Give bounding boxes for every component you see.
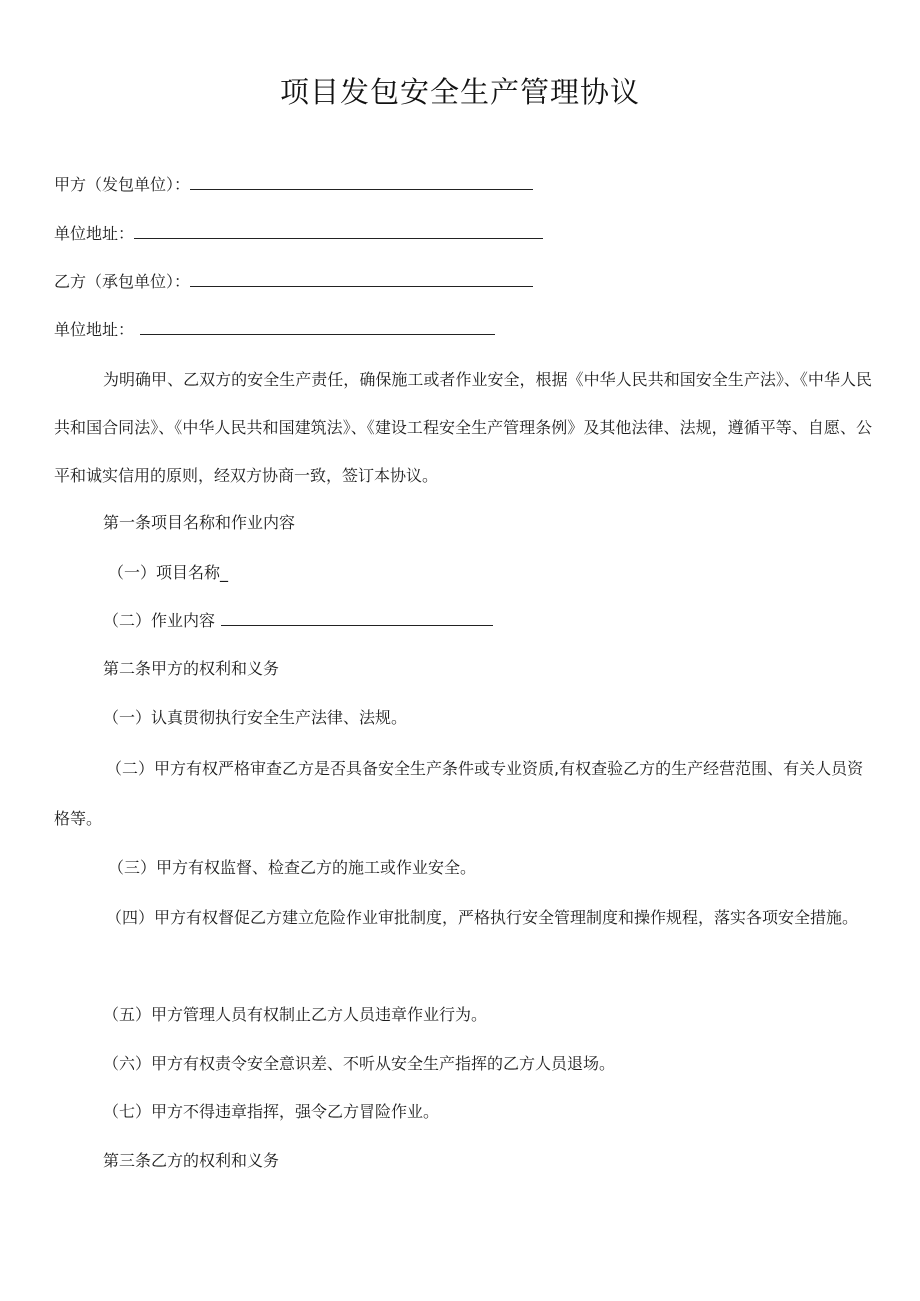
article1-item2-line bbox=[103, 611, 493, 631]
article2-item2: （二）甲方有权严格审查乙方是否具备安全生产条件或专业资质,有权查验乙方的生产经营范围、有关人员资格等。 bbox=[54, 759, 864, 828]
party-b-blank[interactable] bbox=[190, 272, 533, 287]
party-a-line bbox=[54, 175, 533, 195]
article1-item2-blank[interactable] bbox=[221, 611, 493, 626]
article2-item3: （三）甲方有权监督、检查乙方的施工或作业安全。 bbox=[108, 858, 477, 877]
party-a-address-blank[interactable] bbox=[134, 224, 543, 239]
party-a-address-label: 单位地址： bbox=[54, 224, 135, 243]
article2-item4: （四）甲方有权督促乙方建立危险作业审批制度，严格执行安全管理制度和操作规程，落实各项安全措施。 bbox=[106, 908, 859, 927]
document-title: 项目发包安全生产管理协议 bbox=[279, 75, 640, 109]
article2-item1: （一）认真贯彻执行安全生产法律、法规。 bbox=[103, 708, 408, 727]
article2-item5: （五）甲方管理人员有权制止乙方人员违章作业行为。 bbox=[103, 1005, 488, 1024]
party-b-label: 乙方（承包单位）： bbox=[54, 272, 191, 291]
article1-item1: （一）项目名称_ bbox=[108, 563, 229, 582]
article1-item2-label: （二）作业内容 bbox=[103, 611, 216, 630]
article3-heading: 第三条乙方的权利和义务 bbox=[103, 1151, 280, 1170]
party-a-blank[interactable] bbox=[190, 175, 533, 190]
party-b-line bbox=[54, 272, 533, 292]
party-b-address-line bbox=[54, 320, 495, 340]
party-b-address-label: 单位地址： bbox=[54, 320, 135, 339]
party-a-address-line bbox=[54, 224, 543, 244]
preamble-paragraph: 为明确甲、乙双方的安全生产责任，确保施工或者作业安全，根据《中华人民共和国安全生产法》、《中华人民共和国合同法》、《中华人民共和国建筑法》、《建设工程安全生产管理条例》及其他法律、法规，遵循平等、自愿、公平和诚实信用的原则，经双方协商一致，签订本协议。 bbox=[54, 370, 872, 485]
article2-item7: （七）甲方不得违章指挥，强令乙方冒险作业。 bbox=[103, 1102, 440, 1121]
party-a-label: 甲方（发包单位）： bbox=[54, 175, 191, 194]
party-b-address-blank[interactable] bbox=[140, 320, 495, 335]
article1-heading: 第一条项目名称和作业内容 bbox=[103, 513, 296, 532]
article2-heading: 第二条甲方的权利和义务 bbox=[103, 659, 280, 678]
article2-item6: （六）甲方有权责令安全意识差、不听从安全生产指挥的乙方人员退场。 bbox=[103, 1054, 616, 1073]
